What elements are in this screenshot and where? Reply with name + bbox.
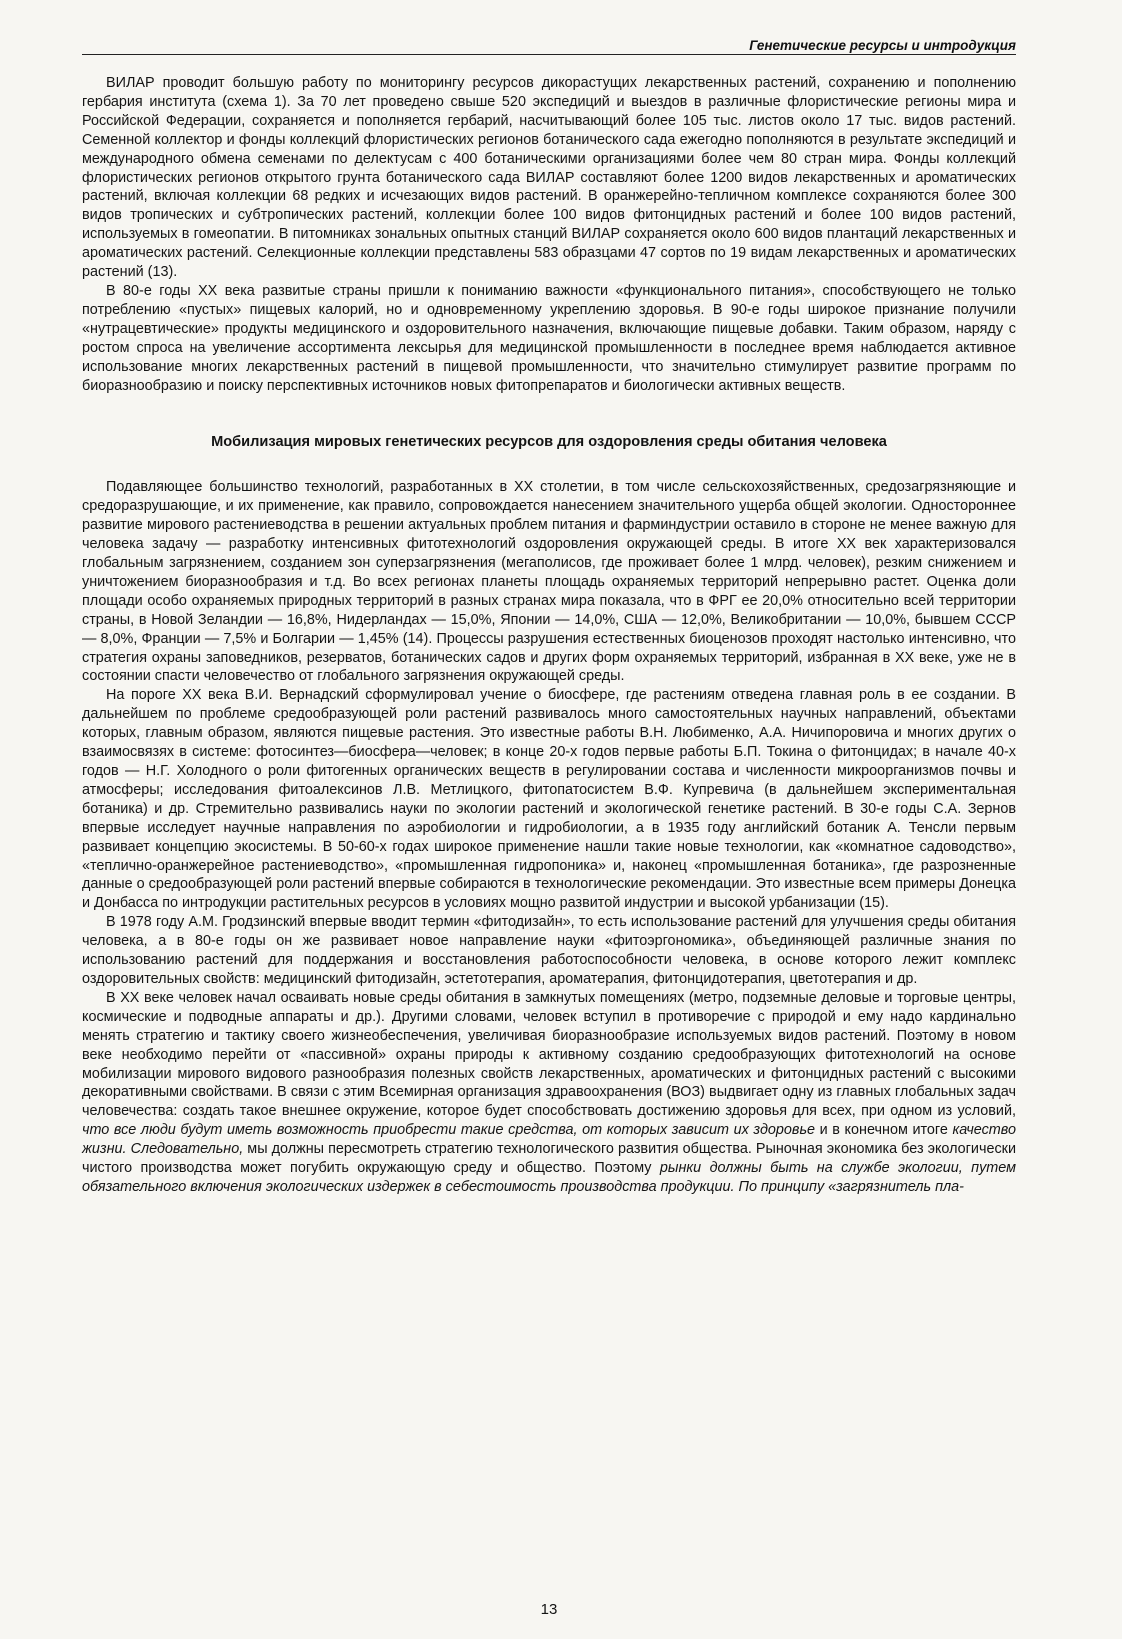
page-number: 13 [540,1601,558,1618]
section-heading: Мобилизация мировых генетических ресурсов для оздоровления среды обитания человека [211,434,887,451]
page [82,28,1016,1618]
paragraph: В 1978 году А.М. Гродзинский впервые вводит термин «фитодизайн», то есть использование растений для улучшения среды обитания человека, а в 80-е годы он же развивает новое направление науки «фитоэргономика», объединяющей различные знания по использованию растений для поддержания и восстановления работоспособности человека, в основе которого лежит комплекс оздоровительных свойств: медицинский фитодизайн, эстетотерапия, ароматерапия, фитонцидотерапия, цветотерапия и др. [82,914,1016,987]
text-run: и в конечном итоге [815,1122,953,1139]
text-run: В XX веке человек начал осваивать новые среды обитания в замкнутых помещениях (метро, подземные деловые и торговые центры, космические и подводные аппараты и др.). Другими словами, человек вступил в противоречие с природой и ему надо кардинально менять стратегию и тактику своего жизнеобеспечения, увеличивая биоразнообразие используемых видов растений. Поэтому в новом веке необходимо перейти от «пассивной» охраны природы к активному созданию средообразующих фитотехнологий на основе мобилизации мирового видового разнообразия полезных свойств лекарственных, ароматических и фитонцидных растений с высокими декоративными свойствами. В связи с этим Всемирная организация здравоохранения (ВОЗ) выдвигает одну из главных глобальных задач человечества: создать такое внешнее окружение, которое будет способствовать достижению здоровья для всех, при одном из условий, [82,989,1016,1120]
paragraph: В 80-е годы XX века развитые страны пришли к пониманию важности «функционального питания», способствующего не только потреблению «пустых» пищевых калорий, но и одновременному укреплению здоровья. В 90-е годы широкое признание получили «нутрацевтические» продукты медицинского и оздоровительного назначения, включающие пищевые добавки. Таким образом, наряду с ростом спроса на увеличение ассортимента лексырья для медицинской промышленности в последнее время наблюдается активное использование многих лекарственных растений в пищевой промышленности, что значительно стимулирует развитие программ по биоразнообразию и поиску перспективных источников новых фитопрепаратов и биологически активных веществ. [82,282,1016,394]
running-head: Генетические ресурсы и интродукция [743,38,1016,53]
italic-run: что все люди будут иметь возможность приобрести такие средства, от которых зависит их здоровье [82,1122,816,1139]
article-body [82,74,1016,1197]
paragraph-final [82,989,1016,1197]
text-run: мы должны пересмотреть стратегию технологического развития общества. Рыночная экономика без экологически чистого производства может погубить окружающую среду и общество. Поэтому [82,1141,1016,1177]
header-rule [82,54,1016,55]
paragraph: ВИЛАР проводит большую работу по мониторингу ресурсов дикорастущих лекарственных растений, сохранению и пополнению гербария института (схема 1). За 70 лет проведено свыше 520 экспедиций и выездов в различные флористические регионы мира и Российской Федерации, сохраняется и пополняется гербарий, насчитывающий более 105 тыс. листов около 17 тыс. видов растений. Семенной коллектор и фонды коллекций флористических регионов ботанического сада ежегодно пополняются в результате экспедиций и международного обмена семенами по делектусам с 400 ботаническими организациями более чем 80 стран мира. Фонды коллекций флористических регионов открытого грунта ботанического сада ВИЛАР составляют более 1200 видов лекарственных и ароматических растений, включая коллекции 68 редких и исчезающих видов растений. В оранжерейно-тепличном комплексе сохраняются более 300 видов тропических и субтропических растений, коллекции более 100 видов фитонцидных растений и более 100 видов растений, используемых в гомеопатии. В питомниках зональных опытных станций ВИЛАР сохраняется около 600 видов плантаций лекарственных и ароматических растений. Селекционные коллекции представлены 583 образцами 47 сортов по 19 видам лекарственных и ароматических растений (13). [82,75,1016,281]
italic-run: качество жизни. Следовательно, [82,1122,1016,1158]
paragraph: Подавляющее большинство технологий, разработанных в XX столетии, в том числе сельскохозяйственных, средозагрязняющие и средоразрушающие, и их применение, как правило, сопровождается нанесением значительного ущерба общей экологии. Одностороннее развитие мирового растениеводства в решении актуальных проблем питания и фарминдустрии оставило в стороне не менее важную для человека задачу — разработку интенсивных фитотехнологий оздоровления окружающей среды. В итоге XX век характеризовался глобальным загрязнением, созданием зон суперзагрязнения (мегаполисов, где проживает более 1 млрд. человек), резким снижением и уничтожением биоразнообразия и т.д. Во всех регионах планеты площадь охраняемых территорий непрерывно растет. Оценка доли площади особо охраняемых природных территорий в разных странах мира показала, что в ФРГ ее 20,0% относительно всей территории страны, в Новой Зеландии — 16,8%, Нидерландах — 15,0%, Японии — 14,0%, США — 12,0%, Великобритании — 10,0%, бывшем СССР — 8,0%, Франции — 7,5% и Болгарии — 1,45% (14). Процессы разрушения естественных биоценозов проходят настолько интенсивно, что стратегия охраны заповедников, резерватов, ботанических садов и других форм охраняемых территорий, избранная в XX веке, уже не в состоянии спасти человечество от глобального загрязнения окружающей среды. [82,479,1016,685]
italic-run: рынки должны быть на службе экологии, путем обязательного включения экологических издержек в себестоимость производства продукции. По принципу «загрязнитель пла- [82,1160,1016,1195]
paragraph: На пороге XX века В.И. Вернадский сформулировал учение о биосфере, где растениям отведена главная роль в ее создании. В дальнейшем по проблеме средообразующей роли растений развивалось много самостоятельных научных направлений, объектами которых, главным образом, являются пищевые растения. Это известные работы В.Н. Любименко, А.А. Ничипоровича и многих других о взаимосвязях в системе: фотосинтез—биосфера—человек; в конце 20-х годов первые работы Б.П. Токина о фитонцидах; в начале 40-х годов — Н.Г. Холодного о роли фитогенных органических веществ в регулировании состава и численности микроорганизмов почвы и атмосферы; исследования фитоалексинов Л.В. Метлицкого, фитопатосистем В.Ф. Купревича (в дальнейшем экспериментальная ботаника) и др. Стремительно развивались науки по экологии растений и экологической генетике растений. В 30-е годы С.А. Зернов впервые исследует научные направления по аэробиологии и гидробиологии, а в 1935 году английский ботаник А. Тенсли первым развивает концепцию экосистемы. В 50-60-х годах широкое применение нашли такие новые технологии, как «комнатное садоводство», «теплично-оранжерейное растениеводство», «промышленная гидропоника» и, наконец «промышленная ботаника», где разрозненные данные о средообразующей роли растений впервые собираются в технологические рекомендации. Это известные всем примеры Донецка и Донбасса по интродукции растительных ресурсов в условиях мощно развитой индустрии и высокой урбанизации (15). [82,687,1016,912]
